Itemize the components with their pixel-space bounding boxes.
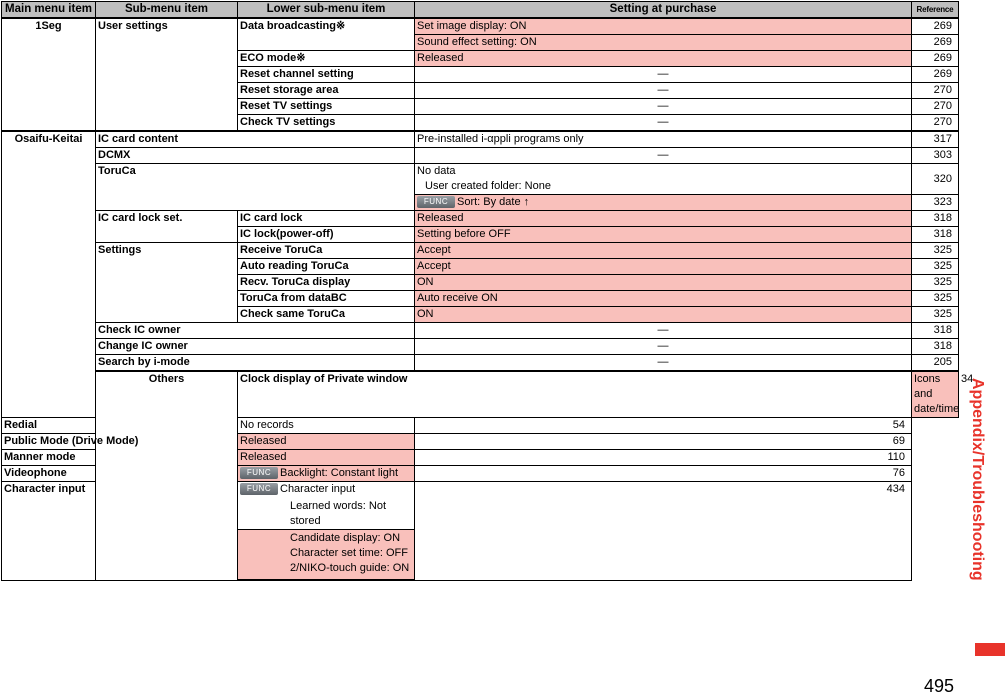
char-input-heading: Character input — [280, 483, 356, 495]
reference-page: 54 — [415, 418, 912, 434]
reference-page: 434 — [415, 482, 912, 581]
reference-page: 269 — [912, 67, 959, 83]
sub-character-input: Character input — [2, 482, 238, 581]
sub-toruca: ToruCa — [96, 164, 415, 211]
lower-check-same: Check same ToruCa — [238, 307, 415, 323]
reference-page: 318 — [912, 323, 959, 339]
reference-page: 325 — [912, 275, 959, 291]
table-row — [2, 482, 959, 530]
table-row — [2, 211, 959, 227]
char-set-time: Character set time: OFF — [290, 547, 408, 559]
table-row — [2, 450, 959, 466]
reference-page: 318 — [912, 227, 959, 243]
sub-videophone: Videophone — [2, 466, 238, 482]
setting-value: Icons and date/time — [912, 371, 959, 418]
reference-page: 270 — [912, 115, 959, 132]
setting-value — [238, 466, 415, 482]
reference-page: 325 — [912, 291, 959, 307]
side-label: Appendix/Troubleshooting — [969, 378, 986, 581]
learned-words: Learned words: Not stored — [290, 500, 386, 527]
setting-value: Pre-installed i-αppli programs only — [415, 131, 912, 148]
reference-page: 318 — [912, 339, 959, 355]
setting-value: — — [415, 115, 912, 132]
sort-value: Sort: By date ↑ — [457, 196, 530, 208]
reference-page: 270 — [912, 83, 959, 99]
reference-page: 269 — [912, 51, 959, 67]
table-row — [2, 164, 959, 195]
sub-public-mode: Public Mode (Drive Mode) — [2, 434, 238, 450]
table-row — [2, 18, 959, 35]
setting-value: Set image display: ON — [415, 18, 912, 35]
setting-value: — — [415, 99, 912, 115]
main-menu-1seg: 1Seg — [2, 18, 96, 131]
page-number: 495 — [924, 676, 955, 696]
setting-value: — — [415, 355, 912, 372]
setting-value: No records — [238, 418, 415, 434]
setting-value: Released — [415, 211, 912, 227]
table-row — [2, 131, 959, 148]
setting-value: Auto receive ON — [415, 291, 912, 307]
setting-value: Setting before OFF — [415, 227, 912, 243]
section-marker — [975, 643, 1005, 656]
candidate-display: Candidate display: ON — [290, 532, 401, 544]
table-row — [2, 466, 959, 482]
table-row — [2, 323, 959, 339]
func-icon: FUNC — [240, 467, 278, 479]
func-icon: FUNC — [417, 196, 455, 208]
main-menu-others: Others — [96, 371, 238, 580]
reference-page: 325 — [912, 259, 959, 275]
videophone-value: Backlight: Constant light — [280, 467, 399, 479]
setting-value: — — [415, 323, 912, 339]
header-ref: Reference — [912, 2, 959, 19]
lower-ic-lock-power-off: IC lock(power-off) — [238, 227, 415, 243]
reference-page: 269 — [912, 18, 959, 35]
reference-page: 325 — [912, 307, 959, 323]
setting-value — [238, 530, 415, 581]
setting-value — [415, 164, 912, 195]
reference-page: 303 — [912, 148, 959, 164]
sub-user-settings: User settings — [96, 18, 238, 131]
reference-page: 110 — [415, 450, 912, 466]
reference-page: 318 — [912, 211, 959, 227]
table-row: Others Clock display of Private window Icons and date/time 34 — [2, 371, 959, 418]
header-lower: Lower sub-menu item — [238, 2, 415, 19]
table-row — [2, 339, 959, 355]
header-row — [2, 2, 959, 19]
sub-search-by-imode: Search by i-mode — [96, 355, 415, 372]
setting-value: — — [415, 339, 912, 355]
header-sub: Sub-menu item — [96, 2, 238, 19]
table-row — [2, 434, 959, 450]
table-row — [2, 148, 959, 164]
table-row — [2, 355, 959, 372]
header-main: Main menu item — [2, 2, 96, 19]
setting-value: ON — [415, 275, 912, 291]
setting-value: Released — [238, 434, 415, 450]
setting-value — [415, 195, 912, 211]
lower-reset-channel: Reset channel setting — [238, 67, 415, 83]
setting-value: — — [415, 67, 912, 83]
lower-auto-reading: Auto reading ToruCa — [238, 259, 415, 275]
reference-page: 269 — [912, 35, 959, 51]
reference-page: 317 — [912, 131, 959, 148]
func-icon: FUNC — [240, 483, 278, 495]
reference-page: 320 — [912, 164, 959, 195]
sub-clock-display: Clock display of Private window — [238, 371, 912, 418]
lower-data-broadcasting: Data broadcasting※ — [238, 18, 415, 51]
lower-reset-tv: Reset TV settings — [238, 99, 415, 115]
lower-receive-toruca: Receive ToruCa — [238, 243, 415, 259]
table-row — [2, 418, 959, 434]
setting-value: ON — [415, 307, 912, 323]
sub-change-ic-owner: Change IC owner — [96, 339, 415, 355]
lower-reset-storage: Reset storage area — [238, 83, 415, 99]
sub-settings: Settings — [96, 243, 238, 323]
sub-ic-card-content: IC card content — [96, 131, 415, 148]
reference-page: 323 — [912, 195, 959, 211]
lower-ic-card-lock: IC card lock — [238, 211, 415, 227]
toruca-folder: User created folder: None — [425, 180, 551, 192]
setting-value: Accept — [415, 259, 912, 275]
setting-value: — — [415, 148, 912, 164]
sub-ic-card-lock-set: IC card lock set. — [96, 211, 238, 243]
reference-page: 205 — [912, 355, 959, 372]
setting-value: Released — [238, 450, 415, 466]
sub-dcmx: DCMX — [96, 148, 415, 164]
setting-value: Released — [415, 51, 912, 67]
lower-eco-mode: ECO mode※ — [238, 51, 415, 67]
table-row — [2, 243, 959, 259]
reference-page: 325 — [912, 243, 959, 259]
main-menu-osaifu: Osaifu-Keitai — [2, 131, 96, 418]
lower-check-tv: Check TV settings — [238, 115, 415, 132]
setting-value: Sound effect setting: ON — [415, 35, 912, 51]
section-side-tab — [969, 378, 1004, 608]
sub-redial: Redial — [2, 418, 238, 434]
sub-check-ic-owner: Check IC owner — [96, 323, 415, 339]
reference-page: 69 — [415, 434, 912, 450]
reference-page: 76 — [415, 466, 912, 482]
lower-toruca-from-databc: ToruCa from dataBC — [238, 291, 415, 307]
toruca-no-data: No data — [417, 165, 456, 177]
header-setting: Setting at purchase — [415, 2, 912, 19]
niko-touch-guide: 2/NIKO-touch guide: ON — [290, 562, 410, 574]
lower-recv-display: Recv. ToruCa display — [238, 275, 415, 291]
reference-page: 270 — [912, 99, 959, 115]
setting-value: Accept — [415, 243, 912, 259]
sub-manner-mode: Manner mode — [2, 450, 238, 466]
setting-value — [238, 482, 415, 530]
setting-value: — — [415, 83, 912, 99]
settings-table — [1, 1, 974, 581]
